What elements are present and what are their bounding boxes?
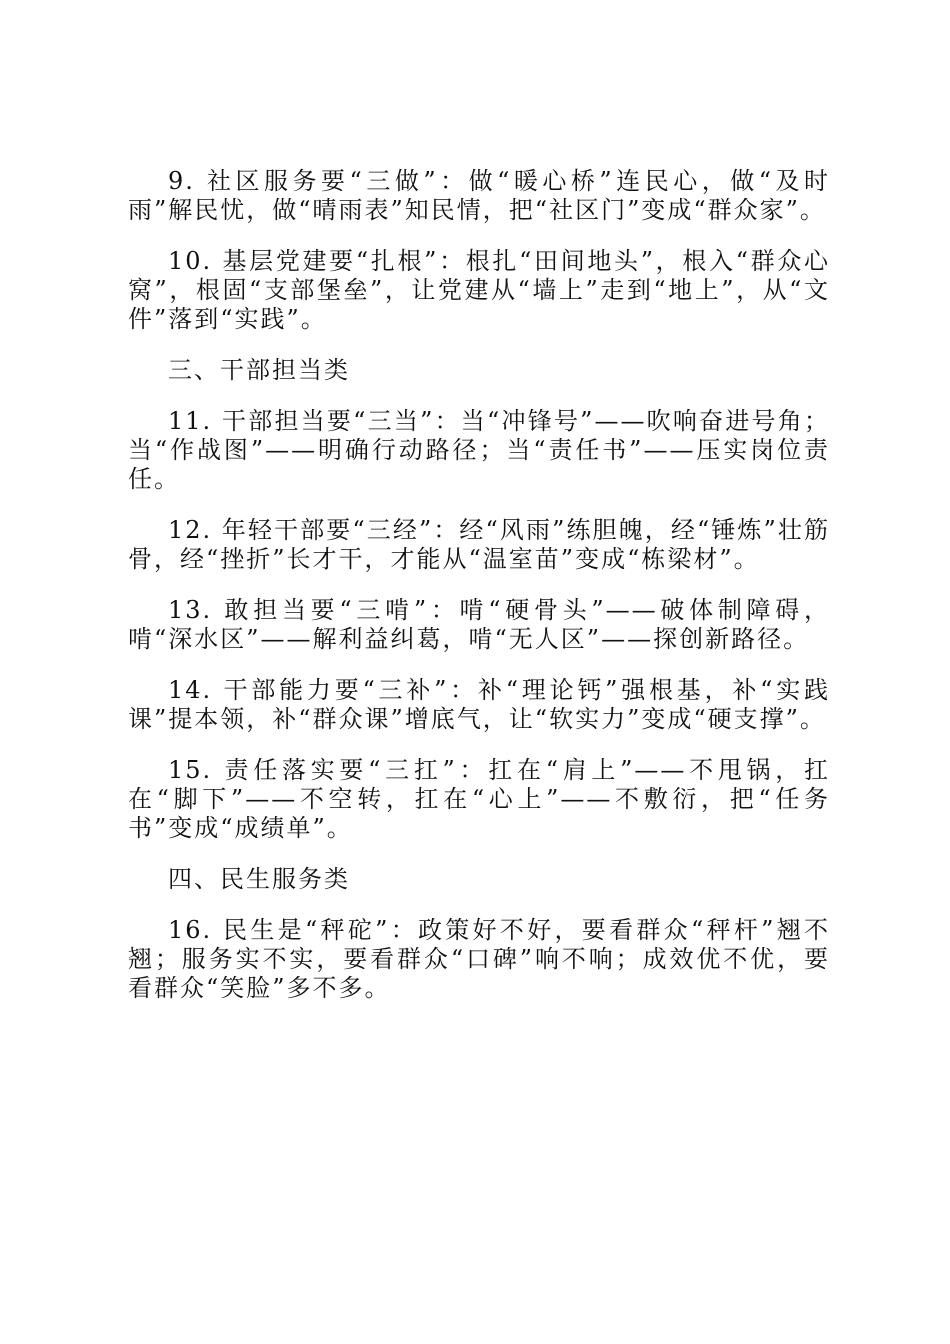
- paragraph-13: 13. 敢担当要“三啃”：啃“硬骨头”——破体制障碍，啃“深水区”——解利益纠葛，啃“无人区”——探创新路径。: [128, 596, 830, 653]
- paragraph-12: 12. 年轻干部要“三经”：经“风雨”练胆魄，经“锤炼”壮筋骨，经“挫折”长才干，才能从“温室苗”变成“栋梁材”。: [128, 516, 830, 573]
- section-heading-cadre-responsibility: 三、干部担当类: [168, 356, 350, 384]
- paragraph-9: 9. 社区服务要“三做”：做“暖心桥”连民心，做“及时雨”解民忧，做“晴雨表”知民情，把“社区门”变成“群众家”。: [128, 167, 830, 224]
- section-heading-livelihood-service: 四、民生服务类: [168, 865, 350, 893]
- paragraph-16: 16. 民生是“秤砣”：政策好不好，要看群众“秤杆”翘不翘；服务实不实，要看群众“口碑”响不响；成效优不优，要看群众“笑脸”多不多。: [128, 916, 830, 1002]
- paragraph-15: 15. 责任落实要“三扛”：扛在“肩上”——不甩锅，扛在“脚下”——不空转，扛在“心上”——不敷衍，把“任务书”变成“成绩单”。: [128, 756, 830, 842]
- paragraph-10: 10. 基层党建要“扎根”：根扎“田间地头”，根入“群众心窝”，根固“支部堡垒”，让党建从“墙上”走到“地上”，从“文件”落到“实践”。: [128, 247, 830, 333]
- paragraph-11: 11. 干部担当要“三当”：当“冲锋号”——吹响奋进号角；当“作战图”——明确行动路径；当“责任书”——压实岗位责任。: [128, 407, 830, 493]
- document-page: [128, 167, 830, 1025]
- paragraph-14: 14. 干部能力要“三补”：补“理论钙”强根基，补“实践课”提本领，补“群众课”增底气，让“软实力”变成“硬支撑”。: [128, 676, 830, 733]
